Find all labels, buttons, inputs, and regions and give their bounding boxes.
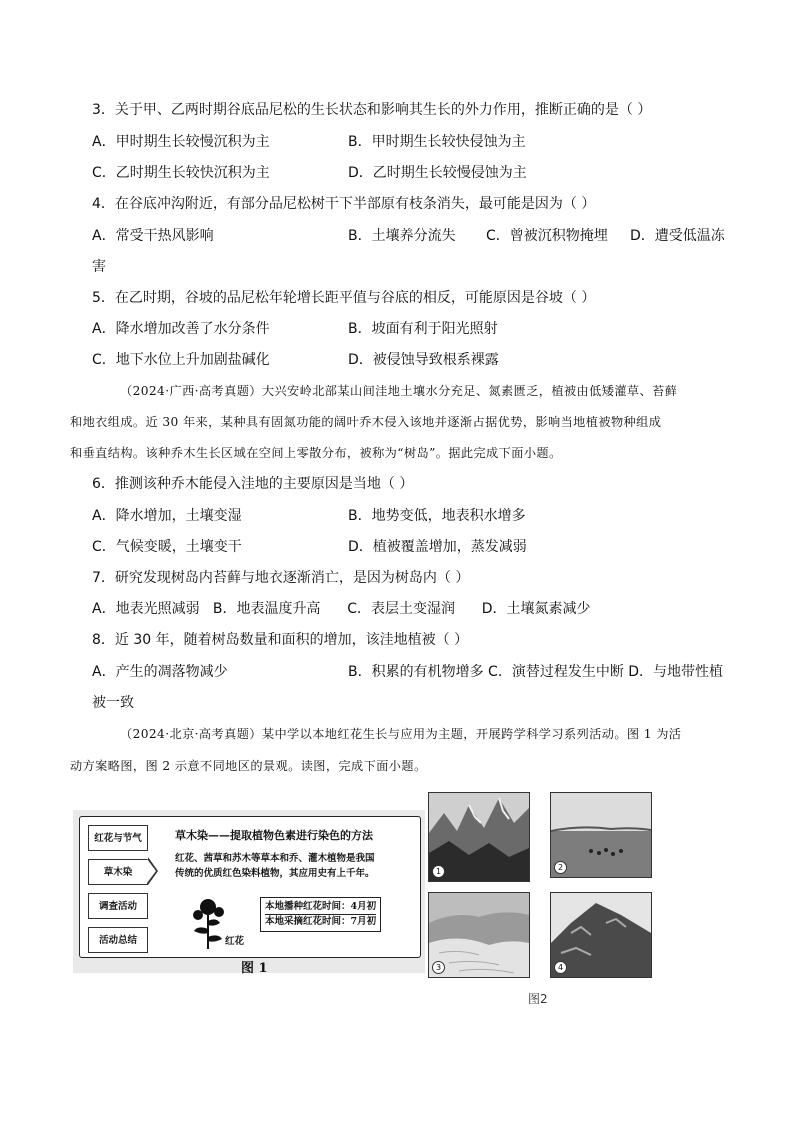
figure-1 xyxy=(73,810,425,973)
nav-item-summary: 活动总结 xyxy=(88,927,148,953)
q8-option-d-continued: 被一致 xyxy=(92,695,134,711)
figure-2-caption: 图2 xyxy=(528,992,548,1006)
activity-plan-panel xyxy=(79,816,421,958)
harvest-time: 本地采摘红花时间：7月初 xyxy=(265,916,377,927)
q7-options: A．地表光照减弱 B．地表温度升高 C．表层土变湿润 D．土壤氮素减少 xyxy=(92,601,591,617)
q6-option-c: C．气候变暖，土壤变干 xyxy=(92,539,242,555)
landscape-photo-3 xyxy=(428,892,530,978)
q5-option-d: D．被侵蚀导致根系裸露 xyxy=(348,352,499,368)
q6-option-a: A．降水增加，土壤变湿 xyxy=(92,508,242,524)
plant-dyeing-description: 红花、茜草和苏木等草本和乔、灌木植物是我国 传统的优质红色染料植物，其应用史有上千年。 xyxy=(175,853,375,879)
landscape-photo-4 xyxy=(550,892,652,978)
safflower-icon xyxy=(188,895,228,951)
planting-times-box xyxy=(260,897,381,932)
safflower-label: 红花 xyxy=(225,936,245,947)
passage-2-line-2: 动方案略图，图 2 示意不同地区的景观。读图，完成下面小题。 xyxy=(70,759,427,773)
q6-option-d: D．植被覆盖增加，蒸发减弱 xyxy=(348,539,527,555)
q4-option-d-continued: 害 xyxy=(92,259,106,275)
nav-item-plant-dyeing: 草木染 xyxy=(88,859,148,885)
q8-options-bcd: B．积累的有机物增多 C．演替过程发生中断 D．与地带性植 xyxy=(348,664,724,680)
question-3-stem: 3．关于甲、乙两时期谷底品尼松的生长状态和影响其生长的外力作用，推断正确的是（ ） xyxy=(92,102,652,118)
q3-option-b: B．甲时期生长较快侵蚀为主 xyxy=(348,134,526,150)
question-7-stem: 7．研究发现树岛内苔藓与地衣逐渐消亡，是因为树岛内（ ） xyxy=(92,570,470,586)
q6-option-b: B．地势变低，地表积水增多 xyxy=(348,508,526,524)
passage-1-line-3: 和垂直结构。该种乔木生长区域在空间上零散分布，被称为“树岛”。据此完成下面小题。 xyxy=(70,446,562,460)
sowing-time: 本地播种红花时间：4月初 xyxy=(265,900,376,915)
q4-option-b: B．土壤养分流失 xyxy=(348,228,456,244)
passage-1-line-1: （2024·广西·高考真题）大兴安岭北部某山间洼地土壤水分充足、氮素匮乏，植被由低矮灌草、苔藓 xyxy=(120,384,678,398)
figure-1-caption: 图 1 xyxy=(241,961,268,976)
q5-option-b: B．坡面有利于阳光照射 xyxy=(348,321,498,337)
nav-item-safflower-solar-terms: 红花与节气 xyxy=(88,825,148,851)
q4-option-d: D．遭受低温冻 xyxy=(630,228,725,244)
nav-item-survey: 调查活动 xyxy=(88,893,148,919)
q4-option-a: A．常受干热风影响 xyxy=(92,228,214,244)
question-8-stem: 8．近 30 年，随着树岛数量和面积的增加，该洼地植被（ ） xyxy=(92,632,469,648)
plant-dyeing-title: 草木染——提取植物色素进行染色的方法 xyxy=(175,829,373,842)
question-6-stem: 6．推测该种乔木能侵入洼地的主要原因是当地（ ） xyxy=(92,476,414,492)
q3-option-a: A．甲时期生长较慢沉积为主 xyxy=(92,134,270,150)
passage-1-line-2: 和地衣组成。近 30 年来，某种具有固氮功能的阔叶乔木侵入该地并逐渐占据优势，影响当地植被物种组成 xyxy=(70,415,662,429)
landscape-photo-2 xyxy=(550,792,652,878)
photo-number-2: 2 xyxy=(554,861,567,874)
q8-option-a: A．产生的凋落物减少 xyxy=(92,664,228,680)
photo-number-4: 4 xyxy=(554,961,567,974)
q3-option-d: D．乙时期生长较慢侵蚀为主 xyxy=(348,165,527,181)
question-5-stem: 5．在乙时期，谷坡的品尼松年轮增长距平值与谷底的相反，可能原因是谷坡（ ） xyxy=(92,290,596,306)
q3-option-c: C．乙时期生长较快沉积为主 xyxy=(92,165,270,181)
question-4-stem: 4．在谷底冲沟附近，有部分品尼松树干下半部原有枝条消失，最可能是因为（ ） xyxy=(92,196,596,212)
q5-option-c: C．地下水位上升加剧盐碱化 xyxy=(92,352,270,368)
q5-option-a: A．降水增加改善了水分条件 xyxy=(92,321,270,337)
photo-number-1: 1 xyxy=(432,865,445,878)
landscape-photo-1 xyxy=(428,792,530,882)
passage-2-line-1: （2024·北京·高考真题）某中学以本地红花生长与应用为主题，开展跨学科学习系列活动。图 1 为活 xyxy=(120,727,682,741)
q4-option-c: C．曾被沉积物掩埋 xyxy=(486,228,608,244)
photo-number-3: 3 xyxy=(432,961,445,974)
